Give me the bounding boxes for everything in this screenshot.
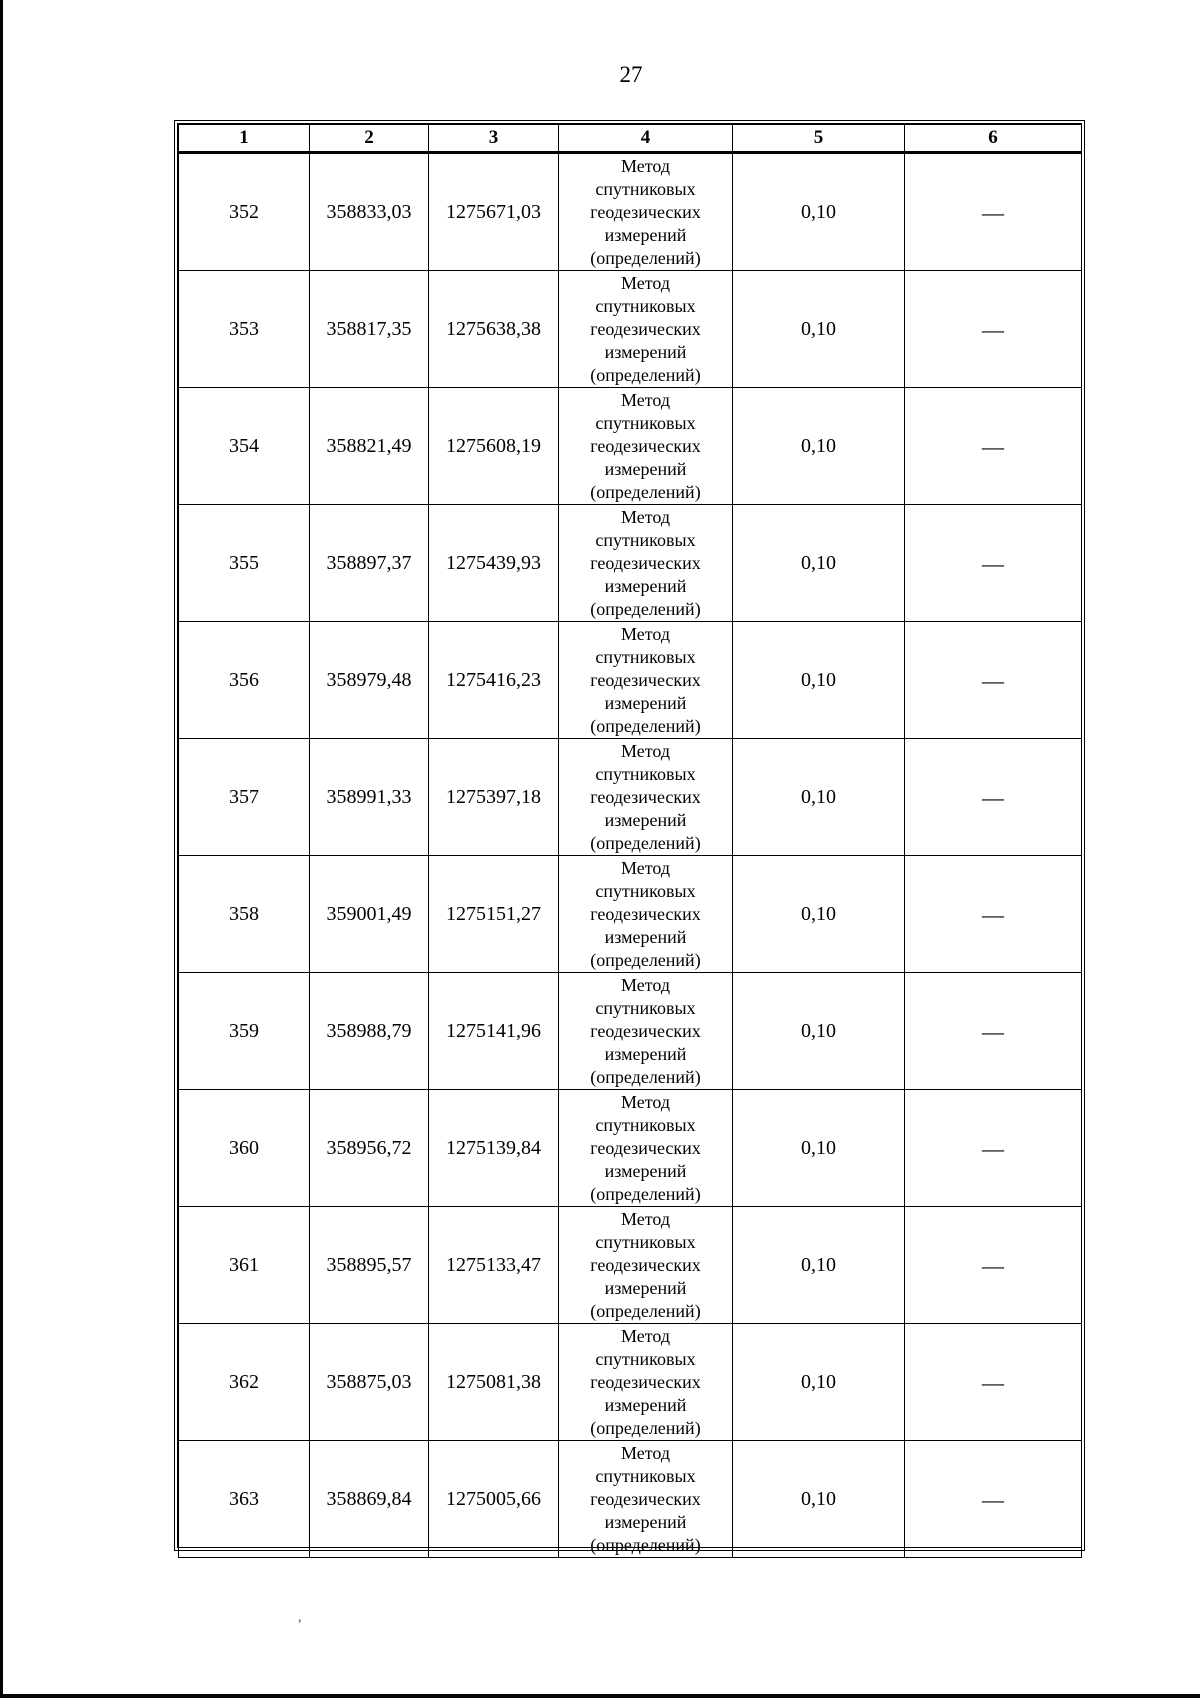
accuracy-cell: 0,10 [733, 1441, 905, 1558]
method-line: Метод [620, 1091, 671, 1112]
point-number-cell: 354 [179, 388, 310, 505]
accuracy-cell: 0,10 [733, 973, 905, 1090]
accuracy-cell: 0,10 [733, 271, 905, 388]
method-line: спутниковых [595, 412, 696, 433]
note-cell: — [905, 973, 1082, 1090]
method-line: Метод [620, 1325, 671, 1346]
method-cell [559, 856, 733, 973]
method-line: измерений [604, 1160, 687, 1181]
method-cell [559, 505, 733, 622]
method-line: (определений) [590, 481, 701, 502]
method-cell [559, 622, 733, 739]
method-line: измерений [604, 1511, 687, 1532]
method-line: спутниковых [595, 1465, 696, 1486]
y-coordinate-cell: 1275671,03 [429, 153, 559, 271]
method-line: (определений) [590, 1534, 701, 1555]
x-coordinate-cell: 358956,72 [310, 1090, 429, 1207]
x-coordinate-cell: 359001,49 [310, 856, 429, 973]
method-line: (определений) [590, 598, 701, 619]
method-line: спутниковых [595, 646, 696, 667]
scan-left-edge [0, 0, 3, 1698]
method-line: Метод [620, 1442, 671, 1463]
method-line: геодезических [590, 669, 701, 690]
method-line: спутниковых [595, 1231, 696, 1252]
method-line: измерений [604, 575, 687, 596]
method-line: спутниковых [595, 880, 696, 901]
point-number-cell: 353 [179, 271, 310, 388]
method-line: спутниковых [595, 997, 696, 1018]
x-coordinate-cell: 358833,03 [310, 153, 429, 271]
accuracy-cell: 0,10 [733, 622, 905, 739]
x-coordinate-cell: 358821,49 [310, 388, 429, 505]
method-line: Метод [620, 740, 671, 761]
method-line: (определений) [590, 1066, 701, 1087]
table-row [179, 973, 1082, 1090]
column-header-3: 3 [429, 125, 559, 153]
table-row [179, 388, 1082, 505]
method-line: геодезических [590, 1488, 701, 1509]
method-line: геодезических [590, 903, 701, 924]
note-cell: — [905, 856, 1082, 973]
method-line: измерений [604, 926, 687, 947]
column-header-6: 6 [905, 125, 1082, 153]
table-row [179, 739, 1082, 856]
accuracy-cell: 0,10 [733, 1090, 905, 1207]
point-number-cell: 352 [179, 153, 310, 271]
method-line: (определений) [590, 1300, 701, 1321]
y-coordinate-cell: 1275638,38 [429, 271, 559, 388]
table-row [179, 1207, 1082, 1324]
coordinates-table-frame [174, 120, 1085, 1555]
method-cell [559, 1207, 733, 1324]
method-line: (определений) [590, 1183, 701, 1204]
note-cell: — [905, 271, 1082, 388]
accuracy-cell: 0,10 [733, 153, 905, 271]
accuracy-cell: 0,10 [733, 388, 905, 505]
point-number-cell: 360 [179, 1090, 310, 1207]
note-cell: — [905, 739, 1082, 856]
note-cell: — [905, 1324, 1082, 1441]
y-coordinate-cell: 1275081,38 [429, 1324, 559, 1441]
x-coordinate-cell: 358979,48 [310, 622, 429, 739]
method-line: геодезических [590, 552, 701, 573]
point-number-cell: 363 [179, 1441, 310, 1558]
x-coordinate-cell: 358817,35 [310, 271, 429, 388]
method-line: Метод [620, 623, 671, 644]
table-row [179, 622, 1082, 739]
method-line: (определений) [590, 247, 701, 268]
method-line: (определений) [590, 715, 701, 736]
accuracy-cell: 0,10 [733, 856, 905, 973]
x-coordinate-cell: 358897,37 [310, 505, 429, 622]
point-number-cell: 362 [179, 1324, 310, 1441]
method-cell [559, 388, 733, 505]
page-number: 27 [619, 62, 643, 87]
column-header-2: 2 [310, 125, 429, 153]
method-line: Метод [620, 155, 671, 176]
method-line: измерений [604, 692, 687, 713]
column-header-4: 4 [559, 125, 733, 153]
table-row [179, 1441, 1082, 1558]
note-cell: — [905, 1207, 1082, 1324]
method-line: Метод [620, 389, 671, 410]
method-line: спутниковых [595, 763, 696, 784]
method-line: геодезических [590, 1137, 701, 1158]
table-row [179, 1324, 1082, 1441]
x-coordinate-cell: 358991,33 [310, 739, 429, 856]
accuracy-cell: 0,10 [733, 1207, 905, 1324]
method-line: (определений) [590, 832, 701, 853]
y-coordinate-cell: 1275151,27 [429, 856, 559, 973]
table-row [179, 856, 1082, 973]
note-cell: — [905, 1441, 1082, 1558]
x-coordinate-cell: 358869,84 [310, 1441, 429, 1558]
x-coordinate-cell: 358988,79 [310, 973, 429, 1090]
method-line: Метод [620, 857, 671, 878]
method-cell [559, 1441, 733, 1558]
method-line: Метод [620, 1208, 671, 1229]
method-line: спутниковых [595, 178, 696, 199]
x-coordinate-cell: 358895,57 [310, 1207, 429, 1324]
method-cell [559, 1324, 733, 1441]
method-line: Метод [620, 974, 671, 995]
y-coordinate-cell: 1275439,93 [429, 505, 559, 622]
method-line: спутниковых [595, 529, 696, 550]
method-line: спутниковых [595, 295, 696, 316]
method-line: измерений [604, 1394, 687, 1415]
point-number-cell: 358 [179, 856, 310, 973]
note-cell: — [905, 388, 1082, 505]
accuracy-cell: 0,10 [733, 1324, 905, 1441]
table-header-row [179, 125, 1082, 153]
accuracy-cell: 0,10 [733, 739, 905, 856]
column-header-5: 5 [733, 125, 905, 153]
point-number-cell: 355 [179, 505, 310, 622]
accuracy-cell: 0,10 [733, 505, 905, 622]
method-line: геодезических [590, 435, 701, 456]
scan-bottom-edge [0, 1694, 1200, 1698]
method-line: Метод [620, 272, 671, 293]
method-line: измерений [604, 224, 687, 245]
method-line: геодезических [590, 1254, 701, 1275]
method-line: геодезических [590, 1020, 701, 1041]
method-cell [559, 973, 733, 1090]
method-line: измерений [604, 1277, 687, 1298]
note-cell: — [905, 1090, 1082, 1207]
point-number-cell: 357 [179, 739, 310, 856]
column-header-1: 1 [179, 125, 310, 153]
y-coordinate-cell: 1275416,23 [429, 622, 559, 739]
method-line: (определений) [590, 1417, 701, 1438]
method-line: геодезических [590, 1371, 701, 1392]
coordinates-table [178, 124, 1082, 1558]
y-coordinate-cell: 1275141,96 [429, 973, 559, 1090]
scan-stray-mark: , [298, 1610, 302, 1625]
method-line: геодезических [590, 786, 701, 807]
method-line: Метод [620, 506, 671, 527]
table-body [179, 153, 1082, 1558]
point-number-cell: 361 [179, 1207, 310, 1324]
y-coordinate-cell: 1275608,19 [429, 388, 559, 505]
table-row [179, 271, 1082, 388]
table-row [179, 505, 1082, 622]
point-number-cell: 356 [179, 622, 310, 739]
method-cell [559, 739, 733, 856]
method-cell [559, 271, 733, 388]
method-cell [559, 1090, 733, 1207]
y-coordinate-cell: 1275139,84 [429, 1090, 559, 1207]
x-coordinate-cell: 358875,03 [310, 1324, 429, 1441]
point-number-cell: 359 [179, 973, 310, 1090]
method-line: спутниковых [595, 1114, 696, 1135]
method-line: измерений [604, 341, 687, 362]
note-cell: — [905, 153, 1082, 271]
table-row [179, 1090, 1082, 1207]
y-coordinate-cell: 1275397,18 [429, 739, 559, 856]
note-cell: — [905, 505, 1082, 622]
y-coordinate-cell: 1275133,47 [429, 1207, 559, 1324]
method-line: геодезических [590, 318, 701, 339]
method-line: измерений [604, 1043, 687, 1064]
note-cell: — [905, 622, 1082, 739]
method-line: измерений [604, 458, 687, 479]
method-cell [559, 153, 733, 271]
table-row [179, 153, 1082, 271]
method-line: (определений) [590, 364, 701, 385]
y-coordinate-cell: 1275005,66 [429, 1441, 559, 1558]
method-line: спутниковых [595, 1348, 696, 1369]
method-line: измерений [604, 809, 687, 830]
method-line: геодезических [590, 201, 701, 222]
method-line: (определений) [590, 949, 701, 970]
